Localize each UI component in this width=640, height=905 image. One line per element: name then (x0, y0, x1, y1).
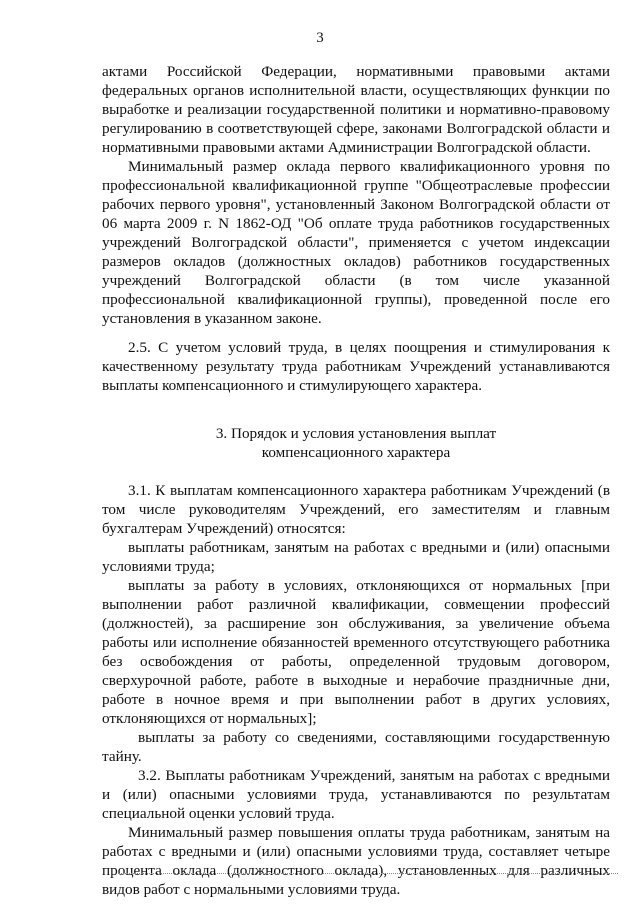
paragraph-abnormal-conditions: выплаты за работу в условиях, отклоняющихся от нормальных [при выполнении работ различной квалификации, совмещении профессий (должностей), за расширение зон обслуживания, за увеличение объема работы или исполнение обязанностей временного отсутствующего работника без освобождения от работы, определенной трудовым договором, сверхурочной работе, работе в выходные и нерабочие праздничные дни, работе в ночное время и при выполнении работ в других условиях, отклоняющихся от нормальных]; (102, 577, 610, 727)
paragraph-hazard-payments: выплаты работникам, занятым на работах с вредными и (или) опасными условиями труда; (102, 539, 610, 575)
section-heading-line2: компенсационного характера (261, 444, 451, 461)
page-number: 3 (316, 30, 324, 46)
paragraph-3-1: 3.1. К выплатам компенсационного характера работникам Учреждений (в том числе руководителям Учреждений, его заместителям и главным бухгалтерам Учреждений) относятся: (102, 482, 610, 537)
bottom-divider (118, 873, 618, 874)
paragraph-2-5: 2.5. С учетом условий труда, в целях поощрения и стимулирования к качественному результату труда работникам Учреждений устанавливаются выплаты компенсационного и стимулирующего характера. (102, 339, 610, 394)
paragraph-min-increase: Минимальный размер повышения оплаты труда работникам, занятым на работах с вредными и (или) опасными условиями труда, составляет четыре процента оклада (должностного оклада), установленных для различных видов работ с нормальными условиями труда. (102, 824, 610, 898)
document-body (102, 62, 610, 899)
paragraph-3-2: 3.2. Выплаты работникам Учреждений, занятым на работах с вредными и (или) опасными условиями труда, устанавливаются по результатам специальной оценки условий труда. (102, 767, 610, 822)
paragraph-state-secret: выплаты за работу со сведениями, составляющими государственную тайну. (102, 729, 610, 765)
paragraph-continuation: актами Российской Федерации, нормативными правовыми актами федеральных органов исполнительной власти, осуществляющих функции по выработке и реализации государственной политики и нормативно-правовому регулированию в соответствующей сфере, законами Волгоградской области и нормативными правовыми актами Администрации Волгоградской области. (102, 63, 610, 156)
paragraph-min-salary: Минимальный размер оклада первого квалификационного уровня по профессиональной квалификационной группе "Общеотраслевые профессии рабочих первого уровня", установленный Законом Волгоградской области от 06 марта 2009 г. N 1862-ОД "Об оплате труда работников государственных учреждений Волгоградской области", применяется с учетом индексации размеров окладов (должностных окладов) работников государственных учреждений Волгоградской области (в том числе указанной профессиональной квалификационной группы), проведенной после его установления в указанном законе. (102, 158, 610, 327)
section-heading-line1: 3. Порядок и условия установления выплат (215, 425, 497, 442)
